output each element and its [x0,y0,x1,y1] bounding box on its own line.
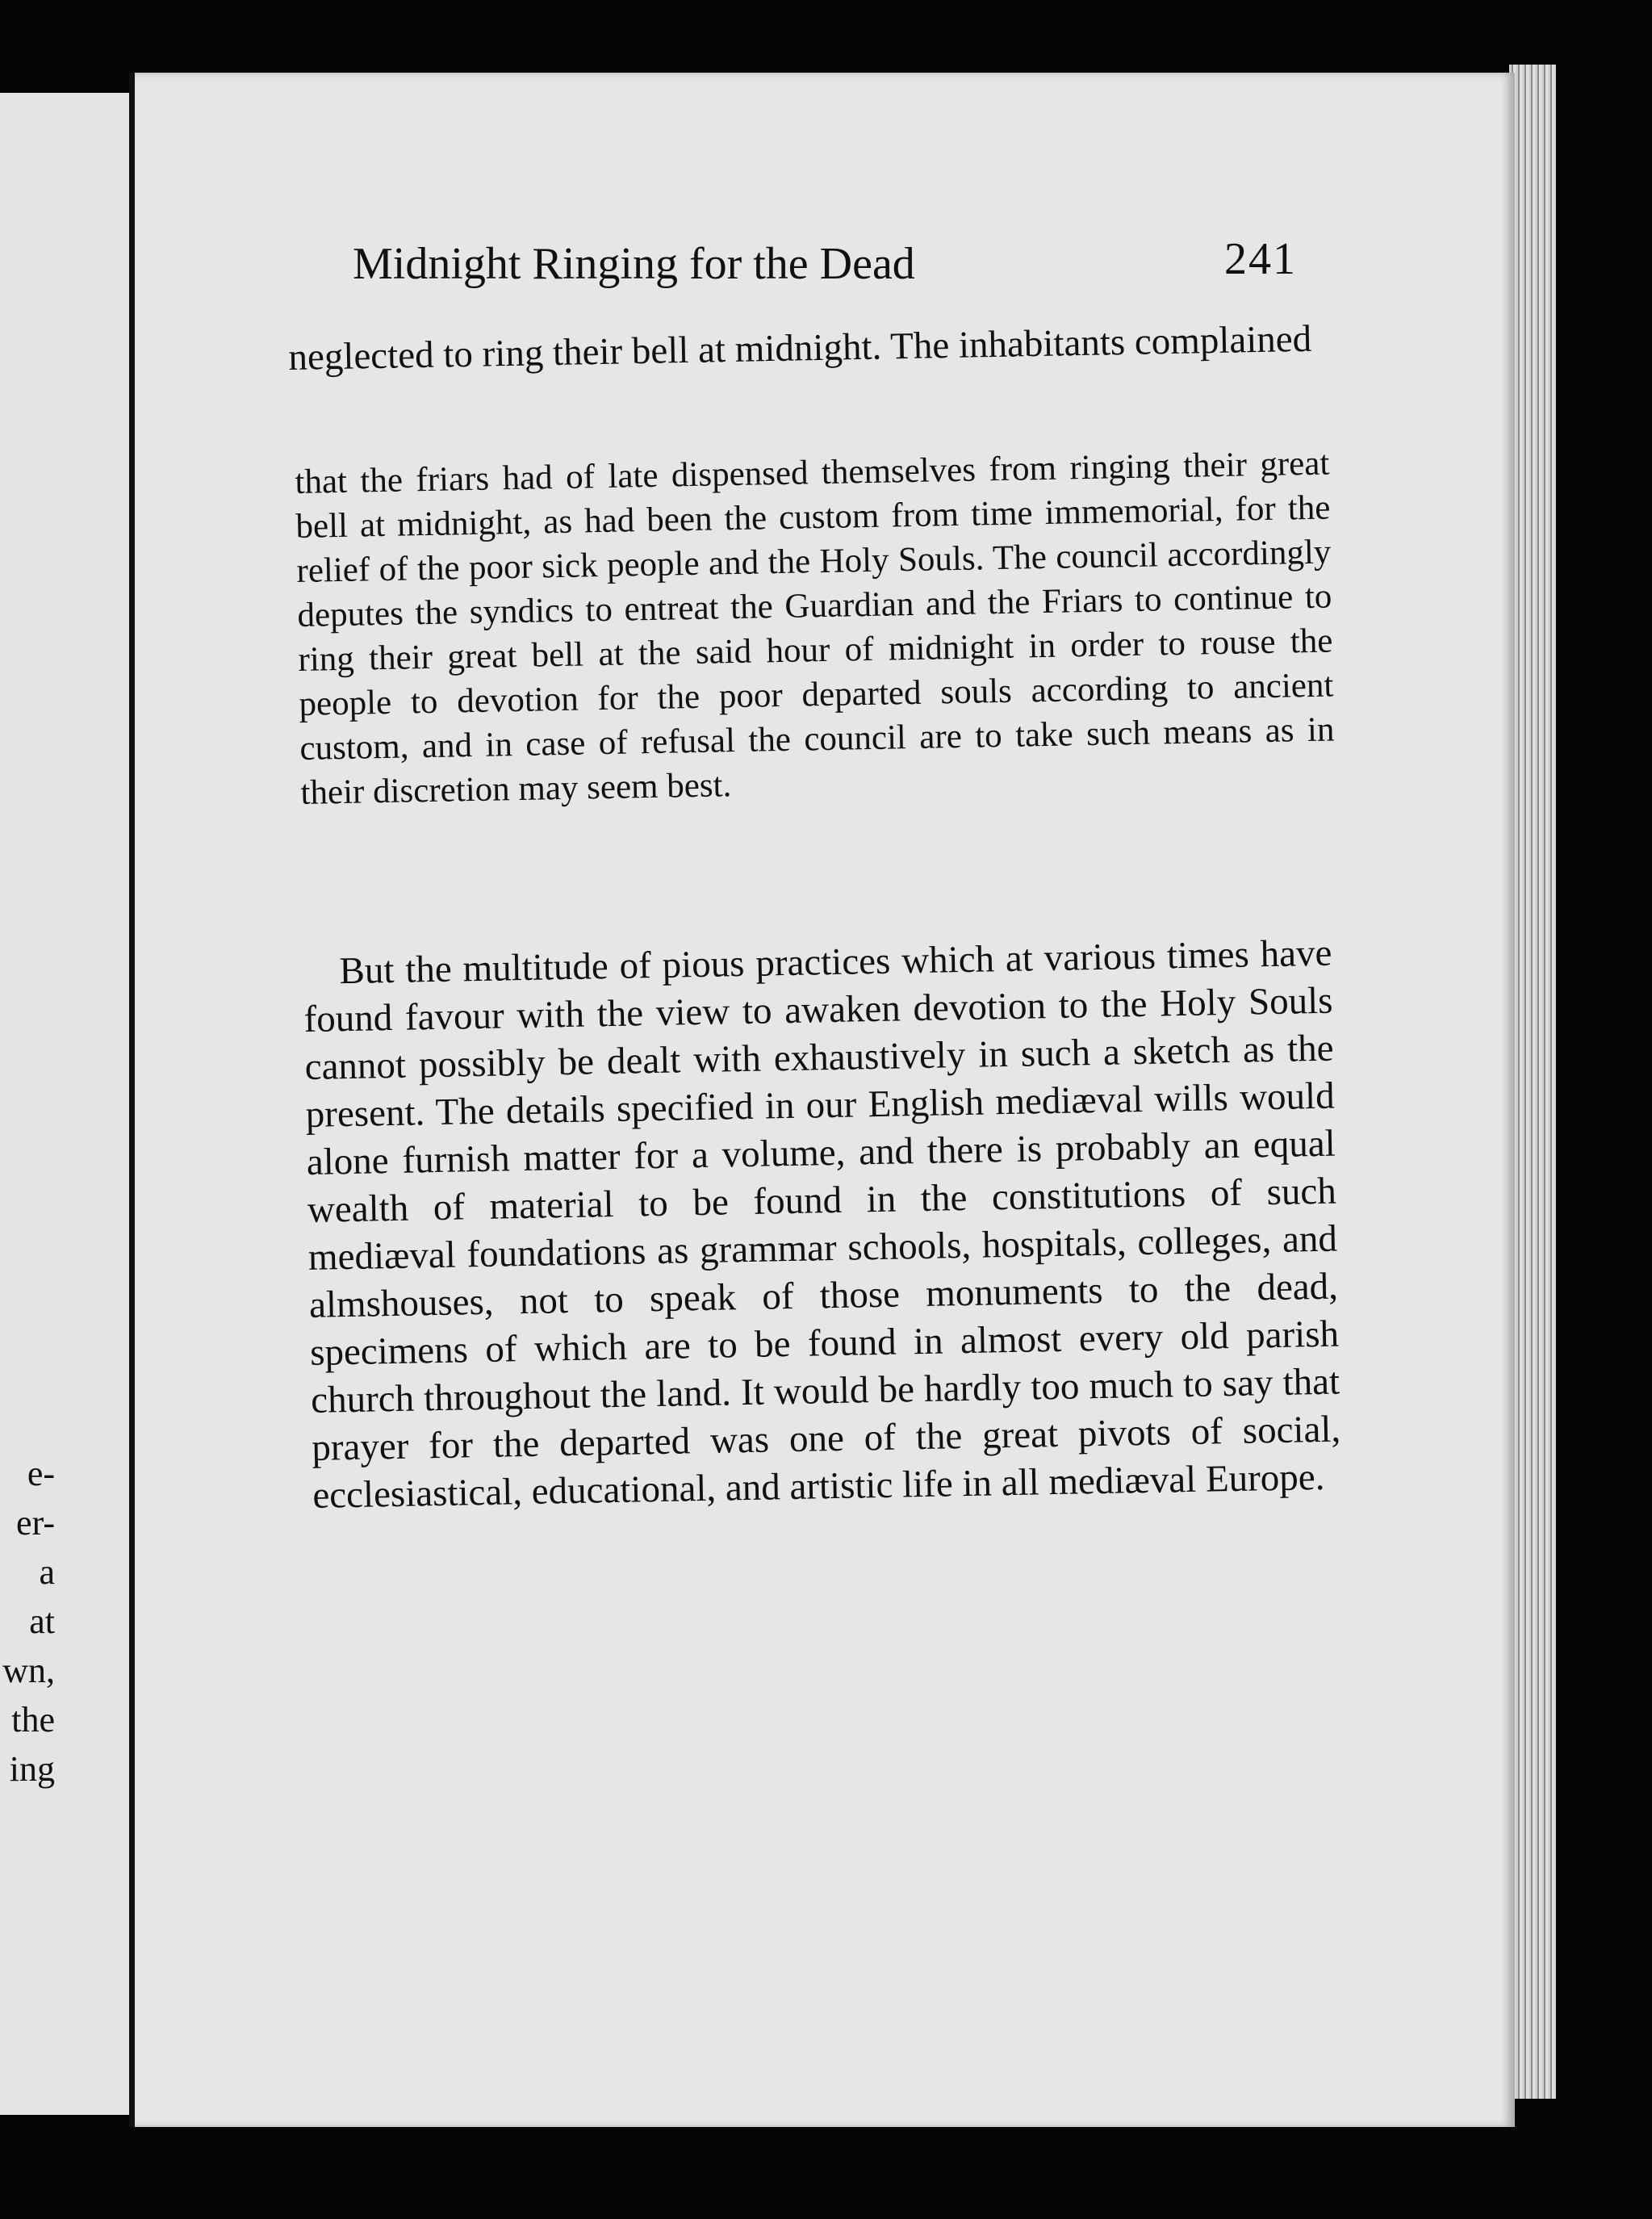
quotation-block [295,442,1336,815]
paragraph-text: But the multitude of pious practices which at various times have found favour with the view to awaken devotion to the Holy Souls cannot possibly be dealt with exhaustively in such a sketch as the present. The details specified in our English mediæval wills would alone furnish matter for a volume, and there is probably an equal wealth of material to be found in the constitutions of such mediæval foundations as grammar schools, hospitals, colleges, and almshouses, not to speak of those monuments to the dead, specimens of which are to be found in almost every old parish church throughout the land. It would be hardly too much to say that prayer for the departed was one of the great pivots of social, ecclesiastical, educational, and artistic life in all mediæval Europe. [303,932,1341,1517]
paragraph-2 [303,930,1342,1520]
fragment-line: the [11,1700,55,1740]
fragment-line: er- [16,1503,55,1543]
previous-page-fragments [2,1449,55,1794]
paragraph-1 [288,316,1330,380]
fragment-line: ing [9,1749,55,1789]
quotation-text: that the friars had of late dispensed themselves from ringing their great bell at midnight, as had been the custom from time immemorial, for the relief of the poor sick people and the Holy Souls. The council accordingly deputes the syndics to entreat the Guardian and the Friars to continue to ring their great bell at the said hour of midnight in order to rouse the people to devotion for the poor departed souls according to ancient custom, and in case of refusal the council are to take such means as in their discretion may seem best. [295,444,1335,812]
page-edge [1509,65,1556,2099]
page-number: 241 [1224,234,1297,284]
book-page [129,73,1515,2127]
running-title: Midnight Ringing for the Dead [353,239,915,289]
fragment-line: wn, [2,1651,55,1690]
previous-page [0,93,148,2115]
fragment-line: e- [27,1454,55,1493]
fragment-line: a [39,1552,55,1592]
fragment-line: at [29,1601,55,1641]
paragraph-text: neglected to ring their bell at midnight. The inhabitants complained [288,317,1312,379]
